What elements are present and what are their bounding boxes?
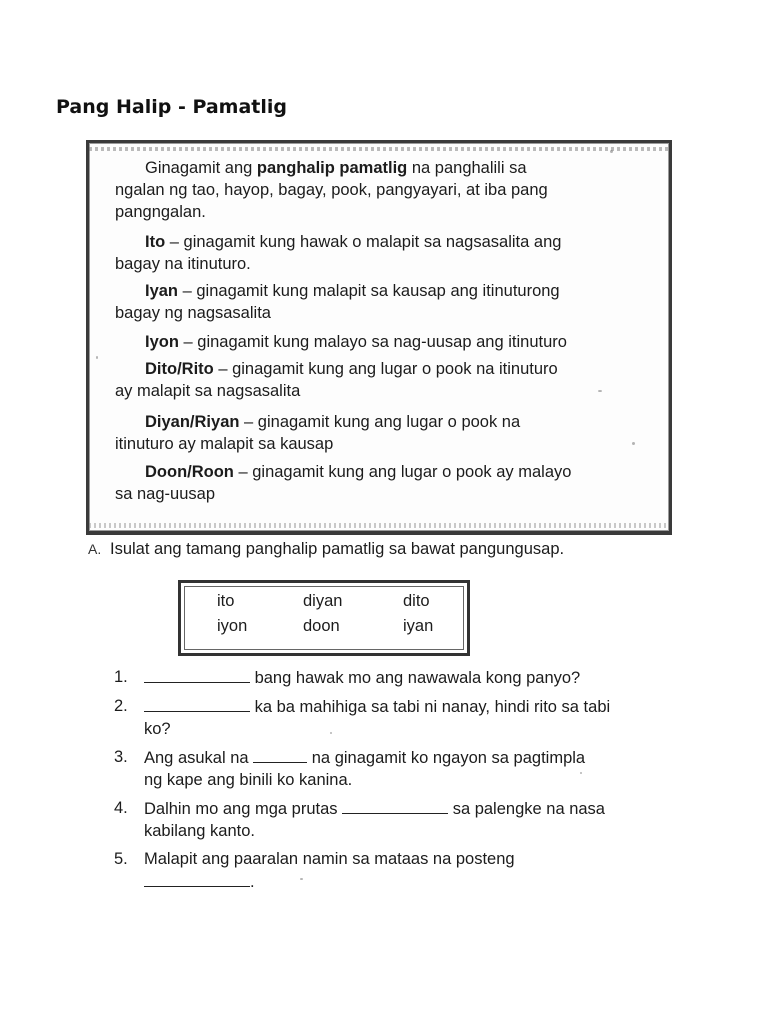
question-item: 1. bang hawak mo ang nawawala kong panyo? bbox=[114, 668, 581, 687]
exercise-instruction: A. Isulat ang tamang panghalip pamatlig sa bawat pangungusap. bbox=[88, 540, 565, 558]
answer-blank[interactable] bbox=[253, 746, 307, 763]
question-item: 5. Malapit ang paaralan namin sa mataas na posteng . bbox=[114, 850, 515, 891]
question-item: 2. ka ba mahihiga sa tabi ni nanay, hindi rito sa tabi ko? bbox=[114, 697, 611, 738]
answer-blank[interactable] bbox=[144, 870, 250, 887]
definition-dito: Dito/Rito – ginagamit kung ang lugar o pook na itinuturo ay malapit sa nagsasalita bbox=[115, 360, 558, 400]
definition-box bbox=[86, 140, 672, 535]
definition-iyan: Iyan – ginagamit kung malapit sa kausap ang itinuturong bagay ng nagsasalita bbox=[115, 282, 560, 322]
answer-blank[interactable] bbox=[342, 797, 448, 814]
word-bank-item: doon bbox=[303, 617, 340, 635]
scan-speck bbox=[598, 390, 602, 392]
definition-intro: Ginagamit ang panghalip pamatlig na panghalili sa ngalan ng tao, hayop, bagay, pook, pangyayari, at iba pang pangngalan. bbox=[115, 159, 548, 221]
word-bank-box bbox=[178, 580, 470, 656]
scan-speck bbox=[580, 772, 582, 774]
section-marker: A. bbox=[88, 541, 102, 557]
word-bank bbox=[217, 592, 463, 636]
word-bank-item: iyon bbox=[217, 617, 248, 635]
definition-ito: Ito – ginagamit kung hawak o malapit sa nagsasalita ang bagay na itinuturo. bbox=[115, 233, 562, 273]
definition-iyon: Iyon – ginagamit kung malayo sa nag-uusap ang itinuturo bbox=[145, 333, 567, 351]
page-title: Pang Halip - Pamatlig bbox=[56, 96, 288, 118]
question-item: 4. Dalhin mo ang mga prutas sa palengke na nasa kabilang kanto. bbox=[114, 799, 605, 840]
word-bank-item: ito bbox=[217, 592, 235, 610]
definition-doon: Doon/Roon – ginagamit kung ang lugar o pook ay malayo sa nag-uusap bbox=[115, 463, 572, 503]
definition-diyan: Diyan/Riyan – ginagamit kung ang lugar o pook na itinuturo ay malapit sa kausap bbox=[115, 413, 521, 453]
question-item: 3. Ang asukal na na ginagamit ko ngayon sa pagtimpla ng kape ang binili ko kanina. bbox=[114, 748, 586, 789]
scan-speck bbox=[96, 356, 98, 359]
word-bank-item: iyan bbox=[403, 617, 434, 635]
scan-speck bbox=[330, 732, 332, 734]
answer-blank[interactable] bbox=[144, 695, 250, 712]
word-bank-item: diyan bbox=[303, 592, 343, 610]
word-bank-item: dito bbox=[403, 592, 430, 610]
scan-speck bbox=[632, 442, 635, 445]
answer-blank[interactable] bbox=[144, 666, 250, 683]
scan-speck bbox=[610, 150, 613, 153]
scan-speck bbox=[300, 878, 303, 880]
question-list bbox=[114, 666, 694, 899]
